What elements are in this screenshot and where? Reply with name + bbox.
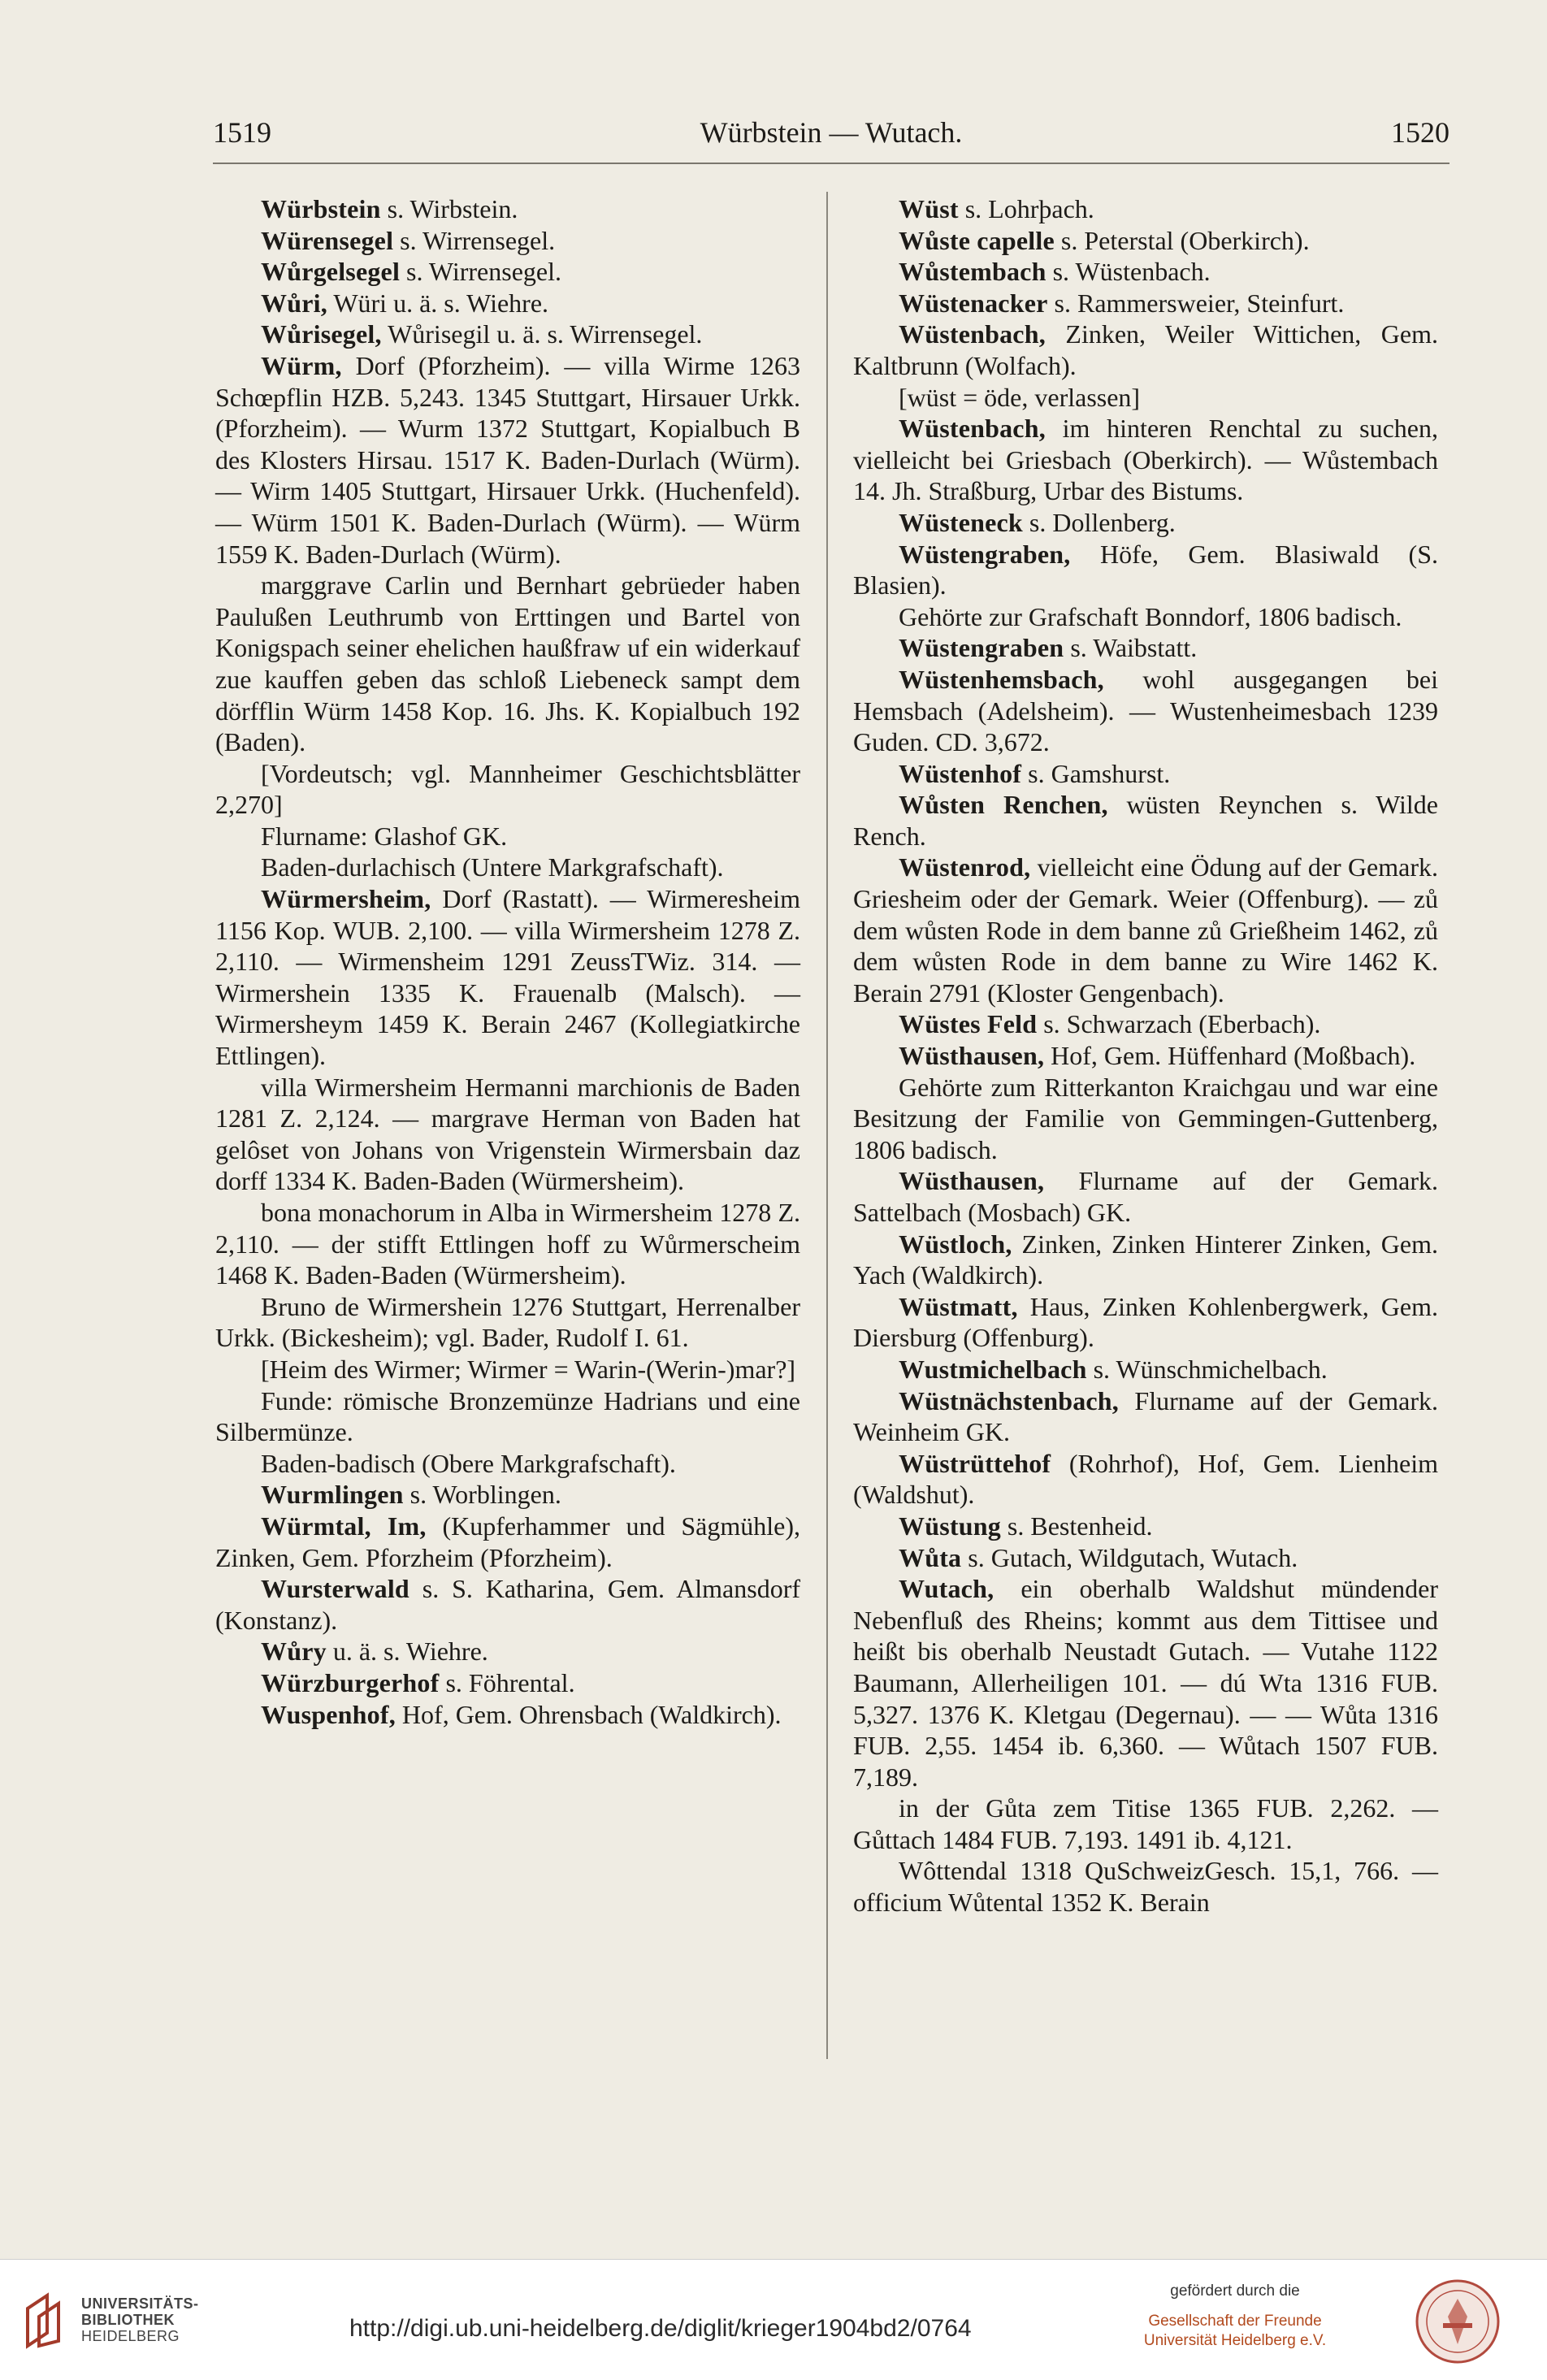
entry-headword: Wüstenrod, [899,852,1031,882]
entry-headword: Wustmichelbach [899,1354,1087,1384]
entry-headword: Wurmlingen [261,1480,404,1510]
entry-paragraph [215,758,800,821]
entry-headword: Wůsten Renchen, [899,790,1108,820]
entry-text: marggrave Carlin und Bernhart gebrüeder haben Paulußen Leuthrumb von Erttingen und Bartel von Konigspach seiner ehelichen haußfraw uf ein widerkauf zue kauffen geben das schloß Liebeneck sampt dem dörfflin Würm 1458 Kop. 16. Jhs. K. Kopialbuch 192 (Baden). [215,570,800,757]
entry-text: [Heim des Wirmer; Wirmer = Warin-(Werin-)mar?] [261,1354,796,1384]
entry-text: wüsten Reynchen s. Wilde Rench. [853,790,1438,851]
entry-text: Bruno de Wirmershein 1276 Stuttgart, Herrenalber Urkk. (Bickesheim); vgl. Bader, Rudolf I. 61. [215,1291,800,1353]
entry-text: Flurname: Glashof GK. [261,821,508,851]
dictionary-entry [215,1667,800,1699]
entry-headword: Wüstengraben [899,633,1064,663]
entry-text: Flurname auf der Gemark. Sattelbach (Mosbach) GK. [853,1166,1438,1227]
entry-text: bona monachorum in Alba in Wirmersheim 1278 Z. 2,110. — der stifft Ettlingen hoff zu Wůrmerscheim 1468 K. Baden-Baden (Würmersheim). [215,1198,800,1290]
dictionary-entry [853,789,1438,852]
entry-headword: Wůry [261,1637,327,1667]
entry-headword: Wüstmatt, [899,1291,1018,1321]
dictionary-entry [853,256,1438,288]
dictionary-entry [215,193,800,225]
dictionary-entry [853,1448,1438,1511]
entry-headword: Wüsteneck [899,507,1023,537]
dictionary-entry [853,319,1438,381]
entry-headword: Wüsthausen, [899,1166,1045,1196]
entry-paragraph [215,1385,800,1448]
entry-headword: Wursterwald [261,1574,410,1604]
dictionary-entry [853,1291,1438,1354]
entry-text: Hof, Gem. Hüffenhard (Moßbach). [1044,1041,1416,1071]
entry-text: Flurname auf der Gemark. Weinheim GK. [853,1385,1438,1447]
entry-headword: Wůri, [261,288,327,318]
entry-paragraph [215,1072,800,1197]
entry-text: Gehörte zur Grafschaft Bonndorf, 1806 badisch. [899,601,1402,631]
entry-text: s. Wüstenbach. [1046,257,1211,287]
dictionary-entry [853,288,1438,319]
left-column [215,193,800,1730]
dictionary-entry [215,350,800,570]
dictionary-entry [853,1542,1438,1574]
entry-text: s. Dollenberg. [1022,507,1176,537]
dictionary-entry [853,1229,1438,1291]
entry-headword: Wüstes Feld [899,1009,1038,1039]
entry-headword: Wůta [899,1542,962,1572]
entry-headword: Wůstembach [899,257,1046,287]
entry-text: Dorf (Pforzheim). — villa Wirme 1263 Schœpflin HZB. 5,243. 1345 Stuttgart, Hirsauer Urkk. (Pforzheim). — Wurm 1372 Stuttgart, Kopialbuch B des Klosters Hirsau. 1517 K. Baden-Durlach (Würm). — Wirm 1405 Stuttgart, Hirsauer Urkk. (Huchenfeld). — Würm 1501 K. Baden-Durlach (Würm). — Würm 1559 K. Baden-Durlach (Würm). [215,350,800,569]
entry-headword: Würm, [261,350,342,380]
entry-paragraph [853,1072,1438,1166]
dictionary-entry [853,507,1438,539]
dictionary-entry [853,539,1438,601]
entry-headword: Würmersheim, [261,884,431,914]
column-divider [826,192,828,2059]
entry-text: Würi u. ä. s. Wiehre. [327,288,549,318]
entry-text: s. Peterstal (Oberkirch). [1054,225,1310,255]
dictionary-entry [853,1385,1438,1448]
entry-text: im hinteren Renchtal zu suchen, vielleicht bei Griesbach (Oberkirch). — Wůstembach 14. Jh. Straßburg, Urbar des Bistums. [853,414,1438,506]
university-seal-icon [1414,2278,1502,2365]
entry-text: s. Wünschmichelbach. [1086,1354,1328,1384]
entry-headword: Wüstengraben, [899,539,1071,569]
dictionary-entry [853,852,1438,1008]
entry-headword: Wüsthausen, [899,1041,1045,1071]
entry-headword: Wüstrüttehof [899,1448,1051,1478]
entry-headword: Wůste capelle [899,225,1055,255]
entry-text: (Rohrhof), Hof, Gem. Lienheim (Waldshut). [853,1448,1438,1510]
entry-paragraph [215,1354,800,1385]
entry-text: [Vordeutsch; vgl. Mannheimer Geschichtsblätter 2,270] [215,758,800,820]
entry-headword: Wutach, [899,1574,994,1604]
dictionary-entry [215,319,800,350]
entry-text: Wůrisegil u. ä. s. Wirrensegel. [381,319,703,349]
entry-paragraph [853,1855,1438,1918]
entry-headword: Wüstnächstenbach, [899,1385,1120,1415]
right-column [853,193,1438,1918]
entry-paragraph [215,1448,800,1480]
entry-paragraph [215,570,800,758]
header-rule [213,163,1450,164]
dictionary-entry [215,1511,800,1573]
running-title: Würbstein — Wutach. [700,116,963,149]
entry-headword: Würmtal, Im, [261,1511,427,1541]
entry-text: Baden-badisch (Obere Markgrafschaft). [261,1448,676,1478]
entry-headword: Würzburgerhof [261,1667,440,1697]
entry-text: Gehörte zum Ritterkanton Kraichgau und war eine Besitzung der Familie von Gemmingen-Guttenberg, 1806 badisch. [853,1072,1438,1164]
entry-paragraph [215,1197,800,1291]
entry-text: villa Wirmersheim Hermanni marchionis de Baden 1281 Z. 2,124. — margrave Herman von Baden hat gelôset von Johans von Vrigenstein Wirmersbain daz dorff 1334 K. Baden-Baden (Würmersheim). [215,1072,800,1196]
dictionary-entry [853,758,1438,790]
entry-headword: Wüstenhof [899,758,1022,788]
entry-headword: Wůrgelsegel [261,257,401,287]
dictionary-entry [215,1479,800,1511]
entry-text: u. ä. s. Wiehre. [326,1637,488,1667]
entry-text: Funde: römische Bronzemünze Hadrians und eine Silbermünze. [215,1385,800,1447]
dictionary-entry [853,1008,1438,1040]
entry-paragraph [853,382,1438,414]
entry-text: Dorf (Rastatt). — Wirmeresheim 1156 Kop. WUB. 2,100. — villa Wirmersheim 1278 Z. 2,110. — Wirmensheim 1291 ZeussTWiz. 314. — Wirmershein 1335 K. Frauenalb (Malsch). — Wirmersheym 1459 K. Berain 2467 (Kollegiatkirche Ettlingen). [215,884,800,1071]
dictionary-entry [215,1573,800,1636]
dictionary-entry [853,225,1438,257]
dictionary-entry [853,664,1438,758]
entry-paragraph [215,821,800,852]
dictionary-entry [853,1165,1438,1228]
entry-paragraph [853,601,1438,633]
entry-text: s. S. Katharina, Gem. Almansdorf (Konstanz). [215,1574,800,1635]
entry-text: Hof, Gem. Ohrensbach (Waldkirch). [395,1699,782,1729]
entry-text: s. Lohrþach. [958,194,1094,223]
entry-text: s. Rammersweier, Steinfurt. [1047,288,1345,318]
dictionary-entry [215,1699,800,1731]
entry-text: Haus, Zinken Kohlenbergwerk, Gem. Diersburg (Offenburg). [853,1291,1438,1353]
dictionary-entry [853,413,1438,507]
entry-text: Höfe, Gem. Blasiwald (S. Blasien). [853,539,1438,600]
entry-text: ein oberhalb Waldshut mündender Nebenfluß des Rheins; kommt aus dem Tittisee und heißt bis oberhalb Neustadt Gutach. — Vutahe 1122 Baumann, Allerheiligen 101. — dú Wta 1316 FUB. 5,327. 1376 K. Kletgau (Degernau). — — Wůta 1316 FUB. 2,55. 1454 ib. 6,360. — Wůtach 1507 FUB. 7,189. [853,1574,1438,1792]
entry-text: s. Gutach, Wildgutach, Wutach. [961,1542,1298,1572]
entry-text: s. Worblingen. [403,1480,561,1510]
entry-text: Wôttendal 1318 QuSchweizGesch. 15,1, 766. — officium Wůtental 1352 K. Berain [853,1856,1438,1918]
page-number-right: 1520 [1391,116,1450,149]
sponsor-block: gefördert durch die Gesellschaft der Freunde Universität Heidelberg e.V. [1143,2282,1327,2349]
dictionary-entry [853,1573,1438,1793]
dictionary-entry [853,632,1438,664]
dictionary-entry [853,1511,1438,1542]
entry-paragraph [215,1291,800,1354]
dictionary-entry [853,1354,1438,1385]
entry-text: s. Bestenheid. [1000,1511,1153,1541]
entry-text: Zinken, Zinken Hinterer Zinken, Gem. Yach (Waldkirch). [853,1229,1438,1290]
dictionary-entry [215,288,800,319]
entry-text: in der Gůta zem Titise 1365 FUB. 2,262. — Gůttach 1484 FUB. 7,193. 1491 ib. 4,121. [853,1793,1438,1854]
page-number-left: 1519 [213,116,271,149]
entry-text: s. Waibstatt. [1064,633,1198,663]
entry-text: s. Föhrental. [439,1667,575,1697]
entry-text: [wüst = öde, verlassen] [899,382,1141,412]
digitization-url-link[interactable]: http://digi.ub.uni-heidelberg.de/diglit/krieger1904bd2/0764 [349,2315,972,2342]
dictionary-entry [853,193,1438,225]
entry-headword: Wüstenhemsbach, [899,664,1104,694]
entry-headword: Wüstenbach, [899,319,1046,349]
entry-paragraph [215,852,800,883]
page-header [213,115,1450,164]
entry-text: vielleicht eine Ödung auf der Gemark. Griesheim oder der Gemark. Weier (Offenburg). — zů dem wůsten Rode in dem banne zů Grießheim 1462, zů dem wůsten Rode in dem banne zu Wire 1462 K. Berain 2791 (Kloster Gengenbach). [853,852,1438,1008]
entry-paragraph [853,1793,1438,1855]
entry-text: s. Gamshurst. [1021,758,1171,788]
dictionary-entry [215,225,800,257]
entry-text: s. Schwarzach (Eberbach). [1037,1009,1321,1039]
entry-headword: Wüstenacker [899,288,1048,318]
entry-text: s. Wirrensegel. [393,225,556,255]
entry-text: (Kupferhammer und Sägmühle), Zinken, Gem. Pforzheim (Pforzheim). [215,1511,800,1572]
footer-bar [0,2259,1547,2380]
dictionary-entry [215,256,800,288]
dictionary-entry [215,883,800,1072]
entry-headword: Wůrisegel, [261,319,382,349]
dictionary-entry [215,1636,800,1667]
entry-headword: Wüstenbach, [899,414,1046,444]
entry-headword: Würbstein [261,194,381,223]
entry-text: wohl ausgegangen bei Hemsbach (Adelsheim). — Wustenheimesbach 1239 Guden. CD. 3,672. [853,664,1438,757]
entry-headword: Wüstloch, [899,1229,1012,1259]
entry-headword: Wüst [899,194,959,223]
library-logo-icon [24,2292,70,2349]
entry-text: s. Wirbstein. [380,194,518,223]
entry-text: Zinken, Weiler Wittichen, Gem. Kaltbrunn (Wolfach). [853,319,1438,380]
entry-headword: Wuspenhof, [261,1699,396,1729]
entry-text: s. Wirrensegel. [400,257,561,287]
entry-text: Baden-durlachisch (Untere Markgrafschaft). [261,852,724,882]
entry-headword: Würensegel [261,225,394,255]
entry-headword: Wüstung [899,1511,1001,1541]
dictionary-entry [853,1040,1438,1072]
library-name: UNIVERSITÄTS- BIBLIOTHEK HEIDELBERG [81,2295,199,2344]
